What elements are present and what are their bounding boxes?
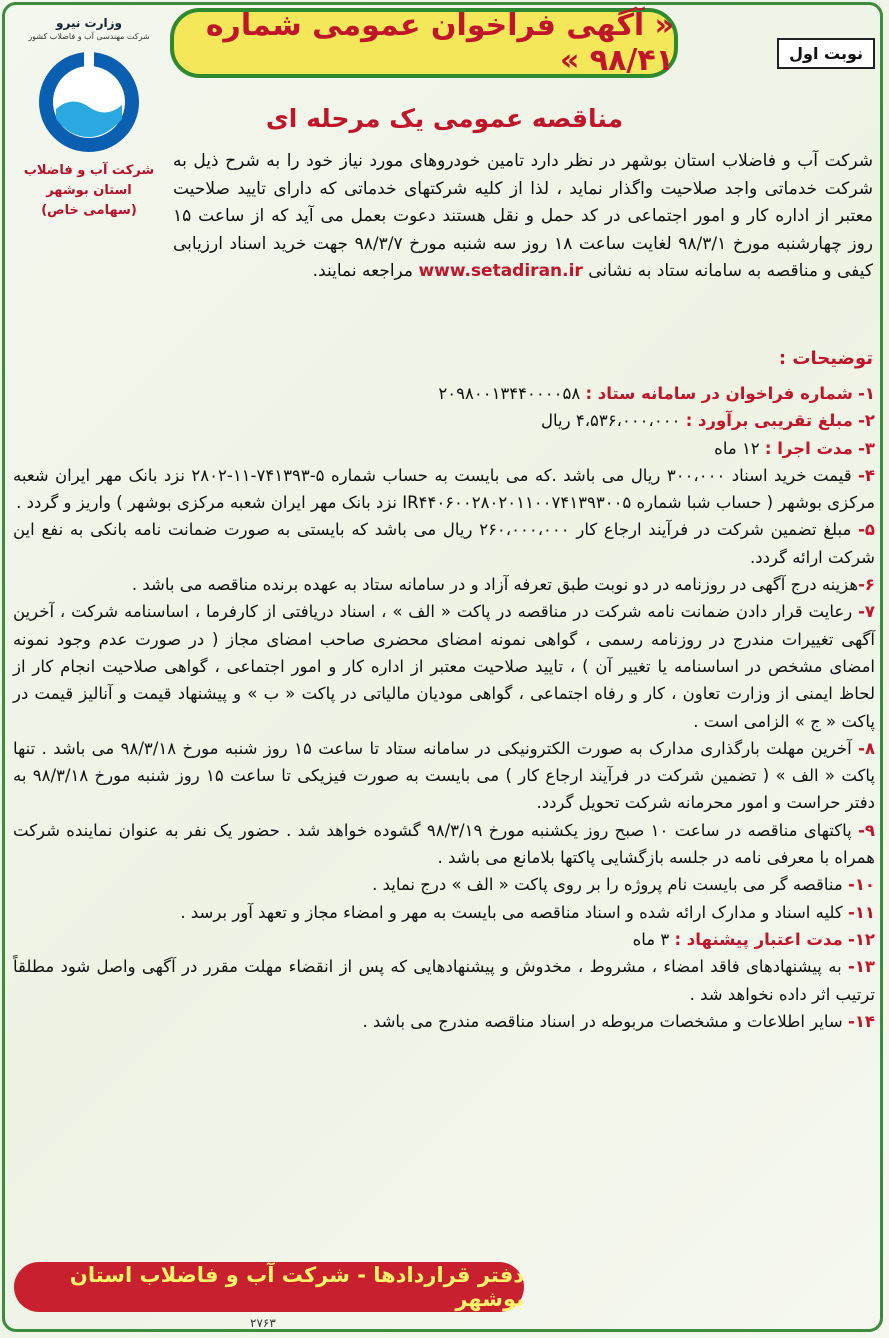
note-text: مناقصه گر می بایست نام پروژه را بر روی پاکت « الف » درج نماید . (372, 875, 848, 895)
note-item (13, 462, 875, 517)
note-number: ۱۱- (847, 902, 875, 922)
ministry-name: وزارت نیرو (56, 16, 122, 30)
note-item (13, 817, 875, 872)
note-item (13, 735, 875, 817)
note-number: ۱۲- (847, 929, 875, 949)
company-name-line1: شرکت آب و فاضلاب (23, 163, 155, 178)
company-name-line2: استان بوشهر (46, 183, 132, 198)
note-label: مدت اعتبار پیشنهاد : (674, 929, 843, 949)
tender-subtitle: مناقصه عمومی یک مرحله ای (265, 104, 624, 133)
note-number: ۷- (858, 602, 875, 622)
banner-title: « آگهی فراخوان عمومی شماره ۹۸/۴۱ » (205, 8, 674, 78)
company-type: (سهامی خاص) (41, 203, 137, 218)
note-number: ۵- (858, 520, 875, 540)
logo-slogan: شرکت مهندسی آب و فاضلاب کشور (28, 32, 150, 41)
announcement-banner (170, 8, 678, 78)
note-number: ۸- (858, 738, 876, 758)
note-number: ۱۳- (847, 957, 875, 977)
note-number: ۹- (858, 820, 875, 840)
note-text: به پیشنهادهای فاقد امضاء ، مشروط ، مخدوش و پیشنهادهایی که پس از انقضاء مهلت مقرر در آگهی واصل شود مطلقاً ترتیب اثر داده نخواهد شد . (13, 957, 875, 1004)
water-drop-logo-icon (34, 47, 144, 157)
note-number: ۲- (858, 411, 875, 431)
round-tag: نوبت اول (777, 38, 875, 69)
ad-code: ۲۷۶۳ (250, 1316, 276, 1330)
note-item (13, 899, 875, 926)
note-text: مبلغ تضمین شرکت در فرآیند ارجاع کار ۲۶۰،۰۰۰،۰۰۰ ریال می باشد که بایستی به صورت ضمانت نامه بانکی به نفع این شرکت ارائه گردد. (13, 520, 875, 567)
note-text: هزینه درج آگهی در روزنامه در دو نوبت طبق تعرفه آزاد و در سامانه ستاد به عهده برنده مناقصه می باشد . (131, 575, 859, 595)
note-item (13, 1008, 875, 1035)
note-item (13, 871, 875, 898)
note-text: ۴،۵۳۶،۰۰۰،۰۰۰ ریال (541, 411, 686, 431)
footer-banner (14, 1262, 524, 1312)
note-item (13, 598, 875, 734)
footer-text: دفتر قراردادها - شرکت آب و فاضلاب استان بوشهر (69, 1263, 524, 1311)
note-text: سایر اطلاعات و مشخصات مربوطه در اسناد مناقصه مندرج می باشد . (362, 1011, 848, 1031)
note-text: آخرین مهلت بارگذاری مدارک به صورت الکترونیکی در سامانه ستاد تا ساعت ۱۵ روز شنبه مورخ ۹۸/۳/۱۸ می باشد . تنها پاکت « الف » ( تضمین شرکت در فرآیند ارجاع کار ) می بایست به صورت فیزیکی تا ساعت ۱۵ روز شنبه مورخ ۹۸/۳/۱۸ به دفتر حراست و امور محرمانه شرکت تحویل گردد. (13, 738, 876, 813)
note-item (13, 516, 875, 571)
note-label: مدت اجرا : (764, 438, 853, 458)
note-number: ۱۴- (847, 1011, 875, 1031)
intro-text-end: مراجعه نمایند. (312, 261, 414, 281)
company-logo (14, 16, 164, 256)
intro-paragraph (173, 148, 873, 286)
note-label: مبلغ تقریبی برآورد : (685, 411, 853, 431)
note-number: ۴- (858, 465, 875, 485)
note-label: شماره فراخوان در سامانه ستاد : (585, 384, 853, 403)
notes-heading: توضیحات : (778, 348, 873, 369)
note-text: ۳ ماه (632, 929, 675, 949)
note-text: کلیه اسناد و مدارک ارائه شده و اسناد مناقصه می بایست به مهر و امضاء مجاز و تعهد آور برسد . (180, 902, 848, 922)
website-link[interactable]: www.setadiran.ir (418, 261, 583, 281)
note-text: رعایت قرار دادن ضمانت نامه شرکت در مناقصه در پاکت « الف » ، اسناد دریافتی از کارفرما ، اساسنامه شرکت ، آخرین آگهی تغییرات مندرج در روزنامه رسمی ، گواهی نمونه امضای محضری صاحب امضای مجاز ( در صورت عدم وجود نمونه امضای مشخص در اساسنامه یا تغییر آن ) ، تایید صلاحیت معتبر از اداره کار و امور اجتماعی ، گواهی صلاحیت انجام کار از لحاظ ایمنی از وزارت تعاون ، کار و رفاه اجتماعی ، گواهی مودیان مالیاتی در پاکت « ب » و پیشنهاد قیمت و آنالیز قیمت در پاکت « ج » الزامی است . (13, 602, 875, 731)
note-item (13, 380, 875, 407)
note-number: ۱۰- (847, 875, 875, 895)
note-item (13, 926, 875, 953)
note-text: ۲۰۹۸۰۰۱۳۴۴۰۰۰۰۵۸ (438, 384, 586, 403)
notes-list (13, 380, 875, 1035)
intro-text: شرکت آب و فاضلاب استان بوشهر در نظر دارد تامین خودروهای مورد نیاز خود را به شرح ذیل به شرکت خدماتی واجد صلاحیت واگذار نماید ، لذا از کلیه شرکتهای خدماتی که دارای تایید صلاحیت معتبر از اداره کار و امور اجتماعی در کد حمل و نقل هستند دعوت بعمل می آید که از ساعت ۱۵ روز چهارشنبه مورخ ۹۸/۳/۱ لغایت ساعت ۱۸ روز سه شنبه مورخ ۹۸/۳/۷ جهت خرید اسناد ارزیابی کیفی و مناقصه به سامانه ستاد به نشانی (173, 151, 874, 281)
note-item (13, 435, 875, 462)
note-number: ۳- (858, 438, 875, 458)
note-number: ۱- (858, 384, 875, 403)
note-text: ۱۲ ماه (714, 438, 765, 458)
note-text: قیمت خرید اسناد ۳۰۰،۰۰۰ ریال می باشد .که می بایست به حساب شماره ۵-۷۴۱۳۹۳-۱۱-۲۸۰۲ نزد بانک مهر ایران شعبه مرکزی بوشهر ( حساب شبا شماره IR۴۴۰۶۰۰۲۸۰۲۰۱۱۰۰۷۴۱۳۹۳۰۰۵ نزد بانک مهر ایران شعبه مرکزی بوشهر ) واریز و گردد . (13, 465, 875, 513)
note-text: پاکتهای مناقصه در ساعت ۱۰ صبح روز یکشنبه مورخ ۹۸/۳/۱۹ گشوده خواهد شد . حضور یک نفر به عنوان نماینده شرکت همراه با معرفی نامه در جلسه بازگشایی پاکتها بلامانع می باشد . (13, 820, 875, 868)
note-item (13, 953, 875, 1008)
note-item (13, 407, 875, 434)
note-number: ۶- (858, 575, 875, 595)
note-item (13, 571, 875, 598)
